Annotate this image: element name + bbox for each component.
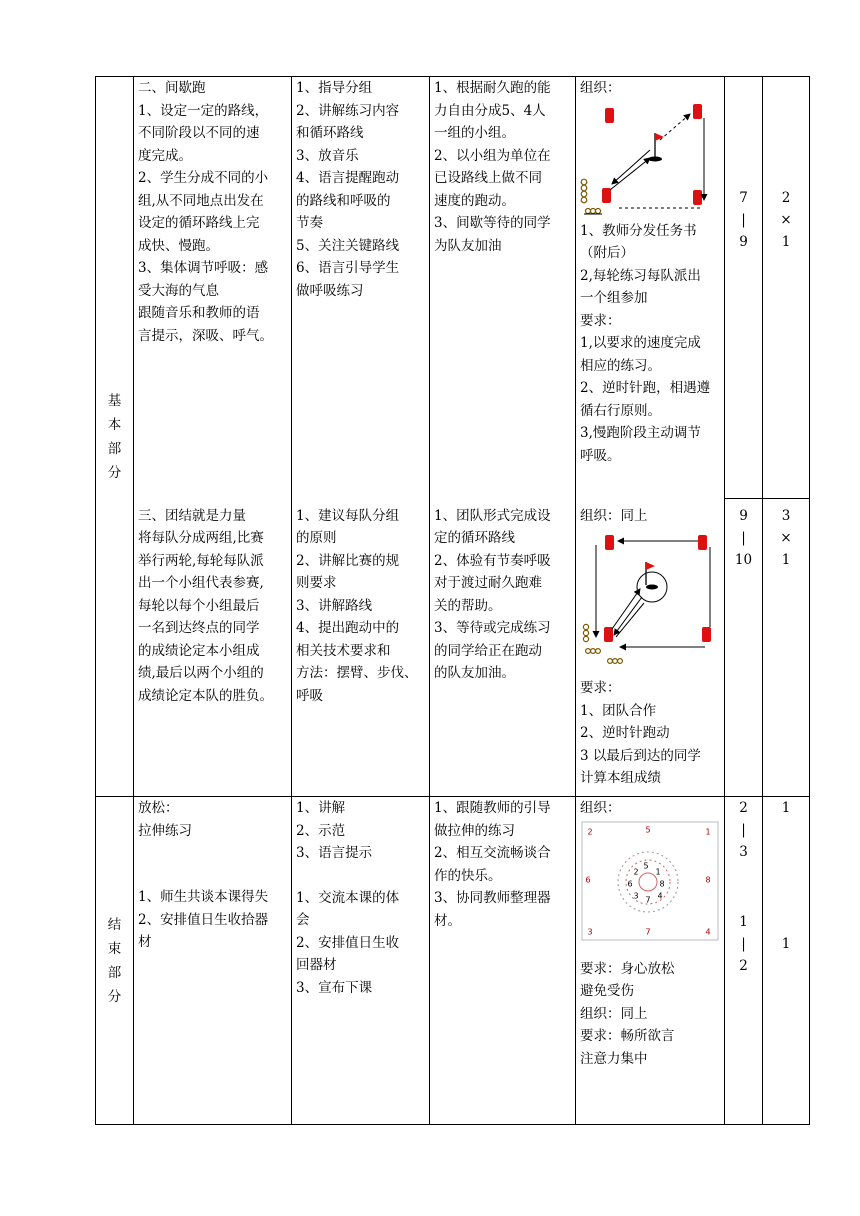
text-line: 三、团结就是力量 xyxy=(138,507,246,524)
text-line: 的同学给正在跑动 xyxy=(434,642,542,659)
organization-cell: 组织： 1、教师分发任务书 （附后） 2,每轮练习每队派出 一个组参加 要求： 1,以要求的速度完成 相应的练习。 2、逆时针跑，相遇遵 循右行原则。 3,慢跑阶段主动调节 呼吸。 xyxy=(576,77,725,499)
text-line: 1,以要求的速度完成 xyxy=(580,335,701,351)
text-line: 2、示范 xyxy=(296,822,346,839)
row-team-strength xyxy=(96,499,810,797)
text-line: 1、团队合作 xyxy=(580,702,657,719)
text-line: 回器材 xyxy=(296,957,337,973)
section-basic: 基 本 部 分 xyxy=(96,77,134,797)
text-line: 3、讲解路线 xyxy=(296,597,373,614)
text-line: 跟随音乐和教师的语 xyxy=(138,305,260,321)
station-label: 1 xyxy=(705,827,711,836)
text-line: 3 以最后到达的同学 xyxy=(580,747,701,764)
text-line: 二、间歇跑 xyxy=(138,80,206,96)
text-line: 的原则 xyxy=(296,530,337,546)
text-line: 2、以小组为单位在 xyxy=(434,147,551,164)
text-line: 1、师生共谈本课得失 xyxy=(138,889,269,905)
station-label: 6 xyxy=(585,875,591,884)
inner-station-label: 5 xyxy=(643,861,649,870)
text-line: 举行两轮,每轮每队派 xyxy=(138,552,264,569)
text-line: 成绩论定本队的胜负。 xyxy=(138,687,273,704)
text-line: 已设路线上做不同 xyxy=(434,170,542,186)
text-line: 要求： xyxy=(580,680,621,696)
interval-run-route-diagram xyxy=(580,100,720,220)
inner-station-label: 8 xyxy=(659,879,665,888)
text-line: 组织：同上 xyxy=(580,1005,648,1022)
text-line: 呼吸。 xyxy=(580,447,621,464)
reps-cell: 1 1 xyxy=(763,797,810,1125)
text-line: 则要求 xyxy=(296,575,337,591)
text-line: 关的帮助。 xyxy=(434,597,502,614)
text-line: 1、教师分发任务书 xyxy=(580,222,697,239)
text-line: 2、逆时针跑动 xyxy=(580,725,670,741)
text-line: 设定的循环路线上完 xyxy=(138,215,260,231)
text-line: 3、协同教师整理器 xyxy=(434,890,551,906)
text-line: 避免受伤 xyxy=(580,983,634,999)
station-label: 2 xyxy=(587,827,593,836)
inner-station-label: 3 xyxy=(633,891,639,900)
text-line: 循右行原则。 xyxy=(580,402,661,419)
text-line: 拉伸练习 xyxy=(138,822,192,839)
text-line: 会 xyxy=(296,912,310,928)
text-line: 和循环路线 xyxy=(296,125,364,141)
text-line: 2、讲解练习内容 xyxy=(296,102,400,119)
station-label: 5 xyxy=(645,825,651,834)
text-line: 1、根据耐久跑的能 xyxy=(434,80,551,96)
text-line: 的路线和呼吸的 xyxy=(296,192,391,209)
text-line: 3、语言提示 xyxy=(296,845,373,861)
teacher-cell xyxy=(292,797,430,1125)
text-line: 呼吸 xyxy=(296,687,323,704)
student-cell xyxy=(430,797,576,1125)
text-line: 定的循环路线 xyxy=(434,530,515,546)
text-line: 3,慢跑阶段主动调节 xyxy=(580,425,701,441)
organization-cell: 组织： 2 5 1 6 8 3 7 4 5 1 2 6 8 3 7 4 要求：身心放松 避免受伤 组织：同上 要求：畅所欲言 注意力集中 xyxy=(576,797,725,1125)
station-label: 7 xyxy=(645,927,651,936)
student-cell xyxy=(430,499,576,797)
text-line: 度完成。 xyxy=(138,147,192,164)
text-line: 3、等待或完成练习 xyxy=(434,620,551,636)
text-line: 计算本组成绩 xyxy=(580,770,661,786)
station-label: 8 xyxy=(705,875,711,884)
inner-station-label: 2 xyxy=(633,867,639,876)
text-line: 5、关注关键路线 xyxy=(296,237,400,254)
text-line: 为队友加油 xyxy=(434,237,502,254)
text-line: 2、讲解比赛的规 xyxy=(296,552,400,569)
inner-station-label: 6 xyxy=(627,879,633,888)
text-line: 要求：身心放松 xyxy=(580,960,675,977)
text-line: 的成绩论定本小组成 xyxy=(138,642,260,659)
text-line: 1、设定一定的路线， xyxy=(138,102,269,119)
text-line: 2、体验有节奏呼吸 xyxy=(434,552,551,569)
text-line: 4、语言提醒跑动 xyxy=(296,170,400,186)
content-cell xyxy=(134,797,292,1125)
text-line: 3、放音乐 xyxy=(296,147,359,164)
text-line: 4、提出跑动中的 xyxy=(296,620,400,636)
text-line: 2、安排值日生收拾器 xyxy=(138,911,269,928)
team-run-route-diagram xyxy=(580,527,720,677)
row-ending xyxy=(96,797,810,1125)
text-line: 的队友加油。 xyxy=(434,665,515,681)
text-line: 相应的练习。 xyxy=(580,357,661,374)
text-line: 要求： xyxy=(580,312,621,329)
text-line: 受大海的气息 xyxy=(138,282,219,299)
reps-cell: 3 × 1 xyxy=(763,499,810,797)
lesson-plan-table xyxy=(95,76,810,1125)
text-line: 做拉伸的练习 xyxy=(434,822,515,839)
text-line: 1、讲解 xyxy=(296,800,346,816)
text-line: 1、团队形式完成设 xyxy=(434,507,551,524)
text-line: 2、逆时针跑，相遇遵 xyxy=(580,380,711,396)
row-interval-run xyxy=(96,77,810,499)
text-line: 3、集体调节呼吸：感 xyxy=(138,260,269,276)
inner-station-label: 1 xyxy=(655,867,661,876)
inner-station-label: 7 xyxy=(645,895,651,904)
teacher-cell xyxy=(292,77,430,499)
time-cell: 9 | 10 xyxy=(725,499,763,797)
text-line: 材。 xyxy=(434,912,461,929)
text-line: 3、间歇等待的同学 xyxy=(434,215,551,231)
text-line: 2、安排值日生收 xyxy=(296,934,400,951)
text-line: 每轮以每个小组最后 xyxy=(138,597,260,614)
text-line: 1、交流本课的体 xyxy=(296,889,400,906)
text-line: 一名到达终点的同学 xyxy=(138,620,260,636)
text-line: 3、宣布下课 xyxy=(296,979,373,996)
text-line: 放松： xyxy=(138,800,179,816)
text-line: 要求：畅所欲言 xyxy=(580,1028,675,1044)
text-line: 做呼吸练习 xyxy=(296,282,364,299)
inner-station-label: 4 xyxy=(657,891,663,900)
time-cell: 2 | 3 1 | 2 xyxy=(725,797,763,1125)
time-cell: 7 | 9 xyxy=(725,77,763,499)
text-line: 2、学生分成不同的小 xyxy=(138,170,269,186)
text-line: 言提示，深吸、呼气。 xyxy=(138,327,273,344)
text-line: 作的快乐。 xyxy=(434,867,502,884)
text-line: （附后） xyxy=(580,245,634,261)
text-line: 相关技术要求和 xyxy=(296,642,391,659)
content-cell xyxy=(134,77,292,499)
text-line: 对于渡过耐久跑难 xyxy=(434,575,542,591)
text-line: 2、相互交流畅谈合 xyxy=(434,845,551,861)
text-line: 成快、慢跑。 xyxy=(138,237,219,254)
section-end: 结 束 部 分 xyxy=(96,797,134,1125)
station-label: 3 xyxy=(587,927,593,936)
text-line: 材 xyxy=(138,934,152,950)
text-line: 方法：摆臂、步伐、 xyxy=(296,665,418,681)
text-line: 绩,最后以两个小组的 xyxy=(138,665,264,681)
text-line: 出一个小组代表参赛, xyxy=(138,575,264,591)
teacher-cell xyxy=(292,499,430,797)
text-line: 不同阶段以不同的速 xyxy=(138,125,260,141)
text-line: 2,每轮练习每队派出 xyxy=(580,267,701,284)
organization-cell: 组织：同上 要求： 1、团队合作 2、逆时针跑动 3 以最后到达的同学 计算本组成绩 xyxy=(576,499,725,797)
text-line: 1、指导分组 xyxy=(296,80,373,96)
text-line: 一组的小组。 xyxy=(434,125,515,141)
text-line: 注意力集中 xyxy=(580,1050,648,1067)
text-line: 速度的跑动。 xyxy=(434,192,515,209)
text-line: 组,从不同地点出发在 xyxy=(138,192,264,209)
stretch-formation-diagram xyxy=(580,820,720,944)
text-line: 力自由分成5、4人 xyxy=(434,102,546,119)
text-line: 6、语言引导学生 xyxy=(296,260,400,276)
text-line: 将每队分成两组,比赛 xyxy=(138,530,264,546)
station-label: 4 xyxy=(705,927,711,936)
text-line: 1、跟随教师的引导 xyxy=(434,800,551,816)
student-cell xyxy=(430,77,576,499)
text-line: 1、建议每队分组 xyxy=(296,507,400,524)
text-line: 节奏 xyxy=(296,215,323,231)
text-line: 一个组参加 xyxy=(580,290,648,306)
reps-cell: 2 × 1 xyxy=(763,77,810,499)
content-cell xyxy=(134,499,292,797)
